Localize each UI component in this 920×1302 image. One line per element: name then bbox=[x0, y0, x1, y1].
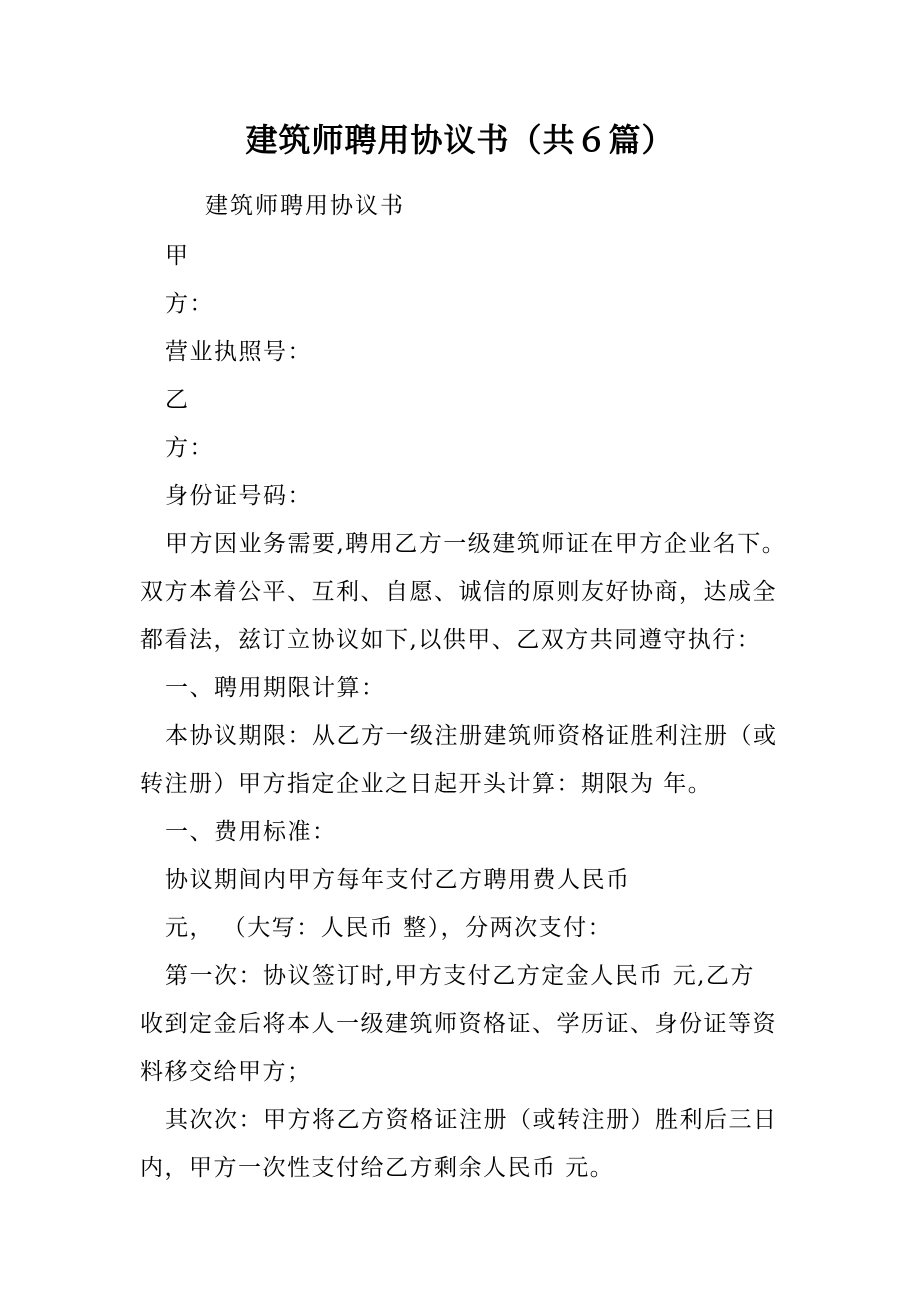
paragraph-line: 转注册）甲方指定企业之日起开头计算：期限为 年。 bbox=[140, 771, 713, 797]
paragraph-line: 都看法，兹订立协议如下,以供甲、乙双方共同遵守执行： bbox=[140, 627, 762, 653]
party-a-field: 方： bbox=[165, 291, 214, 317]
paragraph-line: 内，甲方一次性支付给乙方剩余人民币 元。 bbox=[140, 1155, 615, 1181]
document-subtitle: 建筑师聘用协议书 bbox=[205, 193, 405, 219]
business-license-field: 营业执照号： bbox=[165, 339, 312, 365]
paragraph-line: 料移交给甲方； bbox=[140, 1059, 312, 1085]
party-b-field: 方： bbox=[165, 435, 214, 461]
paragraph-line: 本协议期限：从乙方一级注册建筑师资格证胜利注册（或 bbox=[165, 723, 778, 749]
paragraph-line: 协议期间内甲方每年支付乙方聘用费人民币 bbox=[165, 867, 631, 893]
paragraph-line: 甲方因业务需要,聘用乙方一级建筑师证在甲方企业名下。 bbox=[165, 531, 787, 557]
party-a-label: 甲 bbox=[165, 243, 190, 269]
paragraph-line: 其次次：甲方将乙方资格证注册（或转注册）胜利后三日 bbox=[165, 1107, 778, 1133]
document-title: 建筑师聘用协议书（共６篇） bbox=[245, 121, 675, 159]
id-number-field: 身份证号码： bbox=[165, 483, 312, 509]
section-heading: 一、聘用期限计算： bbox=[165, 675, 386, 701]
paragraph-line: 元， （大写：人民币 整），分两次支付： bbox=[165, 915, 613, 941]
paragraph-line: 双方本着公平、互利、自愿、诚信的原则友好协商，达成全 bbox=[140, 579, 777, 605]
section-heading: 一、费用标准： bbox=[165, 819, 337, 845]
paragraph-line: 收到定金后将本人一级建筑师资格证、学历证、身份证等资 bbox=[140, 1011, 777, 1037]
party-b-label: 乙 bbox=[165, 387, 190, 413]
paragraph-line: 第一次：协议签订时,甲方支付乙方定金人民币 元,乙方 bbox=[165, 963, 755, 989]
